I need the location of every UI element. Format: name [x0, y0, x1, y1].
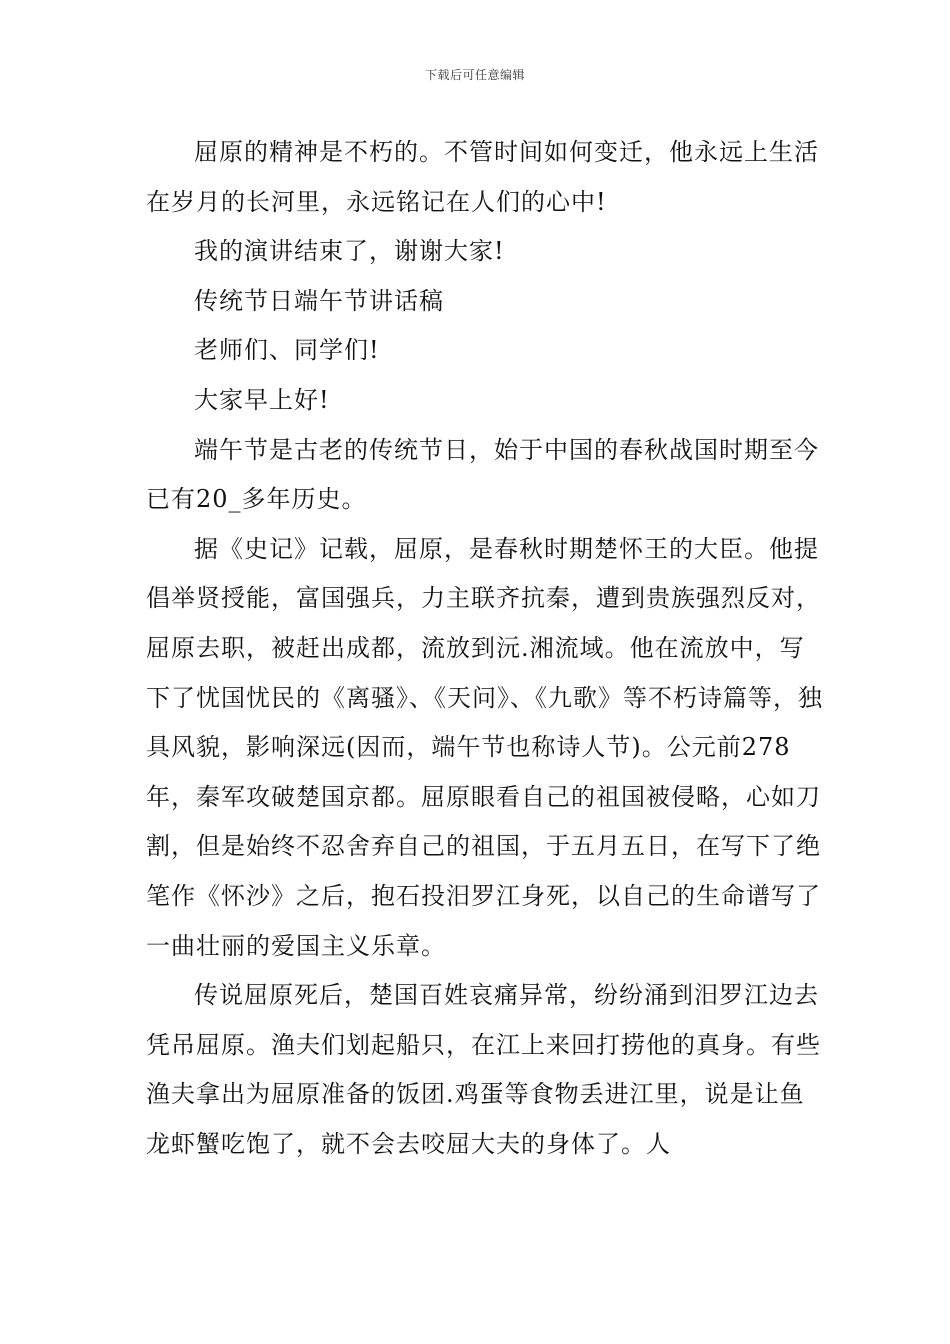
document-body — [146, 128, 826, 1169]
paragraph-title: 传统节日端午节讲话稿 — [194, 286, 444, 315]
page-header: 下载后可任意编辑 — [424, 68, 525, 82]
paragraph-greeting: 大家早上好! — [194, 385, 330, 414]
paragraph-legend: 传说屈原死后，楚国百姓哀痛异常，纷纷涌到汨罗江边去凭吊屈原。渔夫们划起船只，在江上来回打捞他的真身。有些渔夫拿出为屈原准备的饭团.鸡蛋等食物丢进江里，说是让鱼龙虾蟹吃饱了，就不会去咬屈大夫的身体了。人 — [146, 981, 821, 1158]
paragraph-closing-spirit: 屈原的精神是不朽的。不管时间如何变迁，他永远上生活在岁月的长河里，永远铭记在人们的心中! — [146, 138, 819, 216]
paragraph-festival-origin: 端午节是古老的传统节日，始于中国的春秋战国时期至今已有20_多年历史。 — [146, 435, 819, 514]
paragraph-salutation: 老师们、同学们! — [194, 336, 380, 365]
paragraph-quyuan-history: 据《史记》记载，屈原，是春秋时期楚怀王的大臣。他提倡举贤授能，富国强兵，力主联齐抗秦，遭到贵族强烈反对，屈原去职，被赶出成都，流放到沅.湘流域。他在流放中，写下了忧国忧民的《离骚》、《天问》、《九歌》等不朽诗篇等，独具风貌，影响深远(因而，端午节也称诗人节)。公元前278年，秦军攻破楚国京都。屈原眼看自己的祖国被侵略，心如刀割，但是始终不忍舍弃自己的祖国，于五月五日，在写下了绝笔作《怀沙》之后，抱石投汨罗江身死，以自己的生命谱写了一曲壮丽的爱国主义乐章。 — [146, 534, 823, 960]
paragraph-speech-end: 我的演讲结束了，谢谢大家! — [194, 237, 505, 266]
